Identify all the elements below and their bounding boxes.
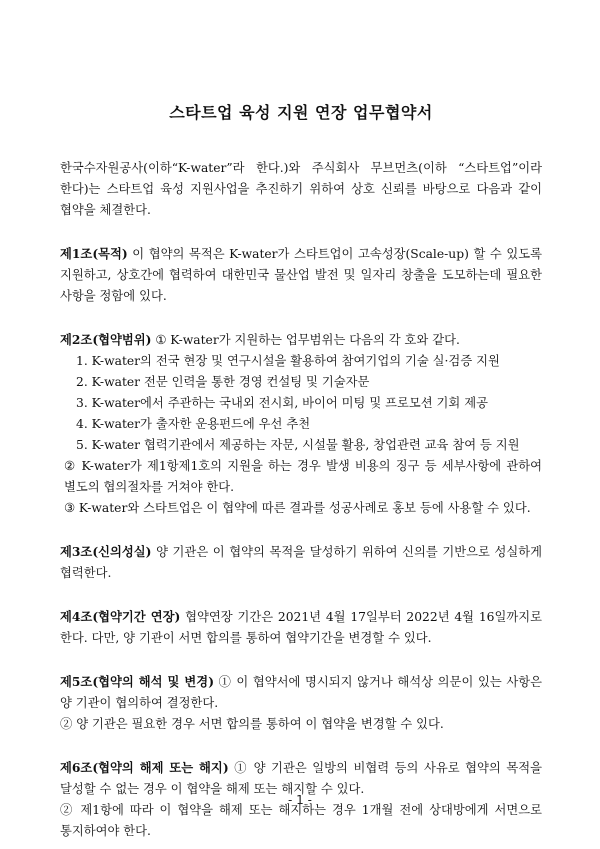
article-3-text bbox=[60, 541, 542, 584]
article-5-body: ① 이 협약서에 명시되지 않거나 해석상 의문이 있는 사항은 양 기관이 협의하여 결정한다. bbox=[60, 675, 542, 710]
intro-paragraph: 한국수자원공사(이하“K-water”라 한다.)와 주식회사 무브먼츠(이하 “스타트업”이라 한다)는 스타트업 육성 지원사업을 추진하기 위하여 상호 신뢰를 바탕으로 다음과 같이 협약을 체결한다. bbox=[60, 161, 542, 217]
article-1-body: 이 협약의 목적은 K-water가 스타트업이 고속성장(Scale-up) 할 수 있도록 지원하고, 상호간에 협력하여 대한민국 물산업 발전 및 일자리 창출을 도모하는데 필요한 사항을 정함에 있다. bbox=[60, 247, 542, 303]
article-3-body: 양 기관은 이 협약의 목적을 달성하기 위하여 신의를 기반으로 성실하게 협력한다. bbox=[60, 545, 542, 580]
article-5-paragraph-2: ② 양 기관은 필요한 경우 서면 합의를 통하여 이 협약을 변경할 수 있다. bbox=[60, 717, 444, 731]
article-1-text bbox=[60, 243, 542, 307]
article-3 bbox=[60, 541, 542, 584]
list-item: 3. K-water에서 주관하는 국내외 전시회, 바이어 미팅 및 프로모션 기회 제공 bbox=[76, 396, 488, 410]
article-1-heading: 제1조(목적) bbox=[60, 246, 128, 261]
article-4-text bbox=[60, 606, 542, 649]
article-6-paragraph-2: ② 제1항에 따라 이 협약을 해제 또는 해지하는 경우 1개월 전에 상대방에게 서면으로 통지하여야 한다. bbox=[60, 803, 542, 838]
article-2-paragraph-3: ③ K-water와 스타트업은 이 협약에 따른 결과를 성공사례로 홍보 등에 사용할 수 있다. bbox=[64, 501, 531, 515]
article-3-heading: 제3조(신의성실) bbox=[60, 544, 152, 559]
article-5 bbox=[60, 671, 542, 735]
article-5-heading: 제5조(협약의 해석 및 변경) bbox=[60, 674, 215, 689]
article-1 bbox=[60, 243, 542, 307]
article-6-body: ① 양 기관은 일방의 비협력 등의 사유로 협약의 목적을 달성할 수 없는 경우 이 협약을 해제 또는 해지할 수 있다. bbox=[60, 761, 543, 796]
list-item: 2. K-water 전문 인력을 통한 경영 컨설팅 및 기술자문 bbox=[76, 375, 370, 389]
article-4 bbox=[60, 606, 542, 649]
article-6-heading: 제6조(협약의 해제 또는 해지) bbox=[60, 760, 229, 775]
article-2-paragraph-2: ② K-water가 제1항제1호의 지원을 하는 경우 발생 비용의 징구 등 세부사항에 관하여 별도의 협의절차를 거쳐야 한다. bbox=[64, 459, 542, 494]
article-4-body: 협약연장 기간은 2021년 4월 17일부터 2022년 4월 16일까지로 한다. 다만, 양 기관이 서면 합의를 통하여 협약기간을 변경할 수 있다. bbox=[60, 610, 542, 645]
article-4-heading: 제4조(협약기간 연장) bbox=[60, 609, 181, 624]
article-2-body: ① K-water가 지원하는 업무범위는 다음의 각 호와 같다. bbox=[151, 333, 460, 347]
document-title: 스타트업 육성 지원 연장 업무협약서 bbox=[169, 103, 433, 122]
article-2-item-list bbox=[60, 351, 542, 456]
list-item: 4. K-water가 출자한 운용펀드에 우선 추천 bbox=[76, 417, 311, 431]
list-item: 5. K-water 협력기관에서 제공하는 자문, 시설물 활용, 창업관련 교육 참여 등 지원 bbox=[76, 438, 520, 452]
article-2-text bbox=[60, 329, 542, 351]
list-item: 1. K-water의 전국 현장 및 연구시설을 활용하여 참여기업의 기술 실·검증 지원 bbox=[76, 354, 500, 368]
article-2 bbox=[60, 329, 542, 519]
article-5-text bbox=[60, 671, 542, 714]
page-number: - 1 - bbox=[288, 793, 312, 807]
article-2-heading: 제2조(협약범위) bbox=[60, 332, 152, 347]
